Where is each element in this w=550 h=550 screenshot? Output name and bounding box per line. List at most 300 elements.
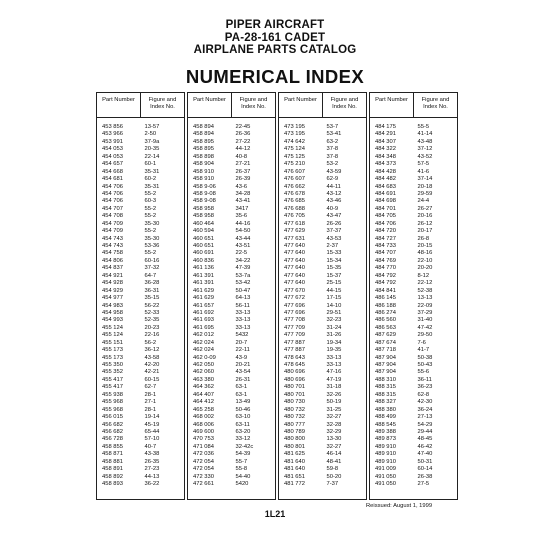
table-row <box>188 243 275 250</box>
part-number: 477 640 <box>284 272 305 279</box>
index-table <box>96 92 458 500</box>
part-number: 461 692 <box>193 309 214 316</box>
table-row <box>370 191 457 198</box>
part-number: 455 124 <box>102 332 123 339</box>
table-row <box>279 124 366 131</box>
part-number: 488 315 <box>375 384 396 391</box>
table-row <box>188 481 275 488</box>
table-row <box>188 451 275 458</box>
part-number: 484 291 <box>375 131 396 138</box>
figure-index: 55-6 <box>417 369 430 376</box>
part-number: 458 958 <box>193 205 214 212</box>
part-number: 463 380 <box>193 376 214 383</box>
part-number: 458 904 <box>193 161 214 168</box>
figure-index: 27-5 <box>417 481 430 487</box>
figure-index: 26-26 <box>326 220 342 227</box>
table-row <box>97 213 184 220</box>
table-row <box>370 184 457 191</box>
part-number: 454 053 <box>102 153 123 160</box>
table-row <box>370 146 457 153</box>
column-header <box>97 93 184 118</box>
table-row <box>370 243 457 250</box>
figure-index: 32-42c <box>235 443 254 450</box>
part-number: 455 151 <box>102 339 123 346</box>
figure-index: 46-42 <box>417 443 433 450</box>
table-row <box>370 288 457 295</box>
part-number: 484 727 <box>375 235 396 242</box>
figure-index: 20-23 <box>144 324 160 331</box>
table-row <box>279 392 366 399</box>
figure-index: 19-14 <box>144 414 160 421</box>
table-row <box>188 206 275 213</box>
part-number: 480 730 <box>284 399 305 406</box>
part-number: 478 643 <box>284 354 305 361</box>
part-number: 477 640 <box>284 243 305 249</box>
part-number: 460 691 <box>193 250 214 257</box>
table-row <box>97 295 184 302</box>
figure-index: 20-15 <box>417 243 433 249</box>
part-number: 476 688 <box>284 205 305 212</box>
table-row <box>97 451 184 458</box>
figure-index: 25-15 <box>326 280 342 287</box>
figure-index: 43-48 <box>417 138 433 145</box>
table-row <box>188 429 275 436</box>
table-row <box>279 184 366 191</box>
table-row <box>188 273 275 280</box>
part-number: 456 682 <box>102 428 123 435</box>
figure-index: 43-38 <box>144 451 160 458</box>
table-row <box>370 444 457 451</box>
table-row <box>370 124 457 131</box>
index-column <box>187 92 276 500</box>
figure-index: 19-35 <box>326 347 342 354</box>
table-row <box>188 377 275 384</box>
part-number: 462 050 <box>193 362 214 368</box>
figure-index: 60-14 <box>417 466 433 473</box>
table-row <box>370 429 457 436</box>
part-number: 460 464 <box>193 220 214 227</box>
part-number: 473 195 <box>284 131 305 138</box>
table-row <box>279 384 366 391</box>
figure-index: 2-50 <box>144 131 157 138</box>
part-number: 455 352 <box>102 369 123 376</box>
figure-index: 36-24 <box>417 406 433 413</box>
figure-index: 44-16 <box>235 220 251 227</box>
table-row <box>97 161 184 168</box>
figure-index: 33-13 <box>235 317 251 324</box>
figure-index: 43-6 <box>235 183 248 190</box>
figure-index: 32-23 <box>326 317 342 324</box>
part-number: 454 657 <box>102 161 123 168</box>
figure-index: 36-28 <box>144 280 160 287</box>
table-row <box>97 250 184 257</box>
table-row <box>97 280 184 287</box>
figure-index: 55-2 <box>144 250 157 257</box>
part-number: 458 958 <box>193 213 214 220</box>
figure-index: 40-8 <box>235 153 248 160</box>
part-number: 489 910 <box>375 443 396 450</box>
table-row <box>97 258 184 265</box>
part-number: 458 891 <box>102 466 123 473</box>
figure-index: 56-11 <box>235 302 250 309</box>
figure-index: 22-14 <box>144 153 160 160</box>
table-row <box>370 310 457 317</box>
part-number: 455 968 <box>102 406 123 413</box>
table-row <box>279 295 366 302</box>
figure-index: 53-36 <box>144 243 160 249</box>
table-row <box>188 414 275 421</box>
table-row <box>370 169 457 176</box>
table-row <box>97 243 184 250</box>
part-number: 484 348 <box>375 153 396 160</box>
part-number: 489 873 <box>375 436 396 443</box>
part-number: 454 806 <box>102 257 123 264</box>
part-number: 456 728 <box>102 436 123 443</box>
table-row <box>188 422 275 429</box>
table-row <box>97 206 184 213</box>
table-row <box>97 340 184 347</box>
figure-index: 27-22 <box>235 138 251 145</box>
table-row <box>370 295 457 302</box>
part-number: 458 893 <box>102 481 123 487</box>
figure-index-header: Figure and Index No. <box>330 97 359 110</box>
figure-index: 20-20 <box>417 265 433 272</box>
part-number: 488 315 <box>375 391 396 398</box>
table-row <box>279 399 366 406</box>
part-number: 484 792 <box>375 272 396 279</box>
part-number: 477 629 <box>284 228 305 235</box>
part-number: 460 594 <box>193 228 214 235</box>
figure-index: 33-13 <box>326 362 342 368</box>
table-row <box>370 362 457 369</box>
part-number: 454 743 <box>102 243 123 249</box>
table-row <box>188 295 275 302</box>
figure-index: 32-26 <box>326 391 342 398</box>
figure-index: 20-18 <box>417 183 433 190</box>
figure-index: 40-7 <box>144 443 157 450</box>
table-row <box>97 124 184 131</box>
part-number: 454 758 <box>102 250 123 257</box>
figure-index: 46-14 <box>326 451 342 458</box>
table-row <box>188 332 275 339</box>
figure-index-header: Figure and Index No. <box>239 97 268 110</box>
table-row <box>188 191 275 198</box>
part-number: 480 732 <box>284 414 305 421</box>
table-row <box>97 228 184 235</box>
part-number: 480 789 <box>284 428 305 435</box>
part-number: 478 645 <box>284 362 305 368</box>
figure-index: 53-2 <box>326 161 339 168</box>
table-row <box>279 459 366 466</box>
table-row <box>97 131 184 138</box>
table-row <box>370 273 457 280</box>
table-row <box>370 340 457 347</box>
table-row <box>97 310 184 317</box>
table-row <box>279 481 366 488</box>
table-row <box>279 466 366 473</box>
table-row <box>370 384 457 391</box>
figure-index: 26-27 <box>417 205 433 212</box>
part-number: 484 428 <box>375 168 396 175</box>
figure-index: 50-47 <box>235 287 251 294</box>
part-number: 476 678 <box>284 190 305 197</box>
part-number: 476 607 <box>284 176 305 183</box>
table-row <box>188 347 275 354</box>
part-number: 484 701 <box>375 205 396 212</box>
figure-index: 56-22 <box>144 302 160 309</box>
table-row <box>279 325 366 332</box>
figure-index: 17-15 <box>326 295 342 302</box>
figure-index-header: Figure and Index No. <box>421 97 450 110</box>
figure-index: 47-16 <box>326 369 342 376</box>
table-row <box>279 429 366 436</box>
table-row <box>279 414 366 421</box>
part-number: 477 640 <box>284 280 305 287</box>
part-number: 462 024 <box>193 339 214 346</box>
part-number: 458 9-08 <box>193 198 216 205</box>
part-number: 481 772 <box>284 481 305 487</box>
table-row <box>370 206 457 213</box>
page-number: 1L21 <box>264 509 286 519</box>
figure-index: 31-24 <box>326 324 342 331</box>
figure-index: 26-37 <box>235 168 251 175</box>
table-row <box>188 250 275 257</box>
part-number: 484 307 <box>375 138 396 145</box>
figure-index: 22-12 <box>417 280 433 287</box>
table-row <box>370 369 457 376</box>
figure-index: 20-17 <box>417 228 433 235</box>
part-number: 458 892 <box>102 473 123 480</box>
figure-index: 48-16 <box>417 250 433 257</box>
part-number: 491 050 <box>375 481 396 487</box>
figure-index: 15-35 <box>326 265 342 272</box>
figure-index: 45-19 <box>144 421 160 428</box>
table-row <box>97 355 184 362</box>
table-row <box>188 236 275 243</box>
part-number: 489 910 <box>375 451 396 458</box>
part-number: 476 685 <box>284 198 305 205</box>
part-number: 455 124 <box>102 324 123 331</box>
part-number: 473 195 <box>284 124 305 130</box>
table-row <box>97 429 184 436</box>
column-header <box>370 93 457 118</box>
figure-index: 35-31 <box>144 183 160 190</box>
header-model: PA-28-161 CADET <box>224 31 326 44</box>
table-row <box>97 399 184 406</box>
figure-index: 36-22 <box>144 481 160 487</box>
figure-index: 7-37 <box>326 481 339 487</box>
part-number: 486 188 <box>375 302 396 309</box>
table-row <box>370 466 457 473</box>
figure-index: 26-38 <box>417 473 433 480</box>
part-number: 460 836 <box>193 257 214 264</box>
figure-index: 35-6 <box>235 213 248 220</box>
part-number: 454 928 <box>102 280 123 287</box>
figure-index: 42-20 <box>144 362 160 368</box>
figure-index: 5432 <box>235 332 249 339</box>
part-number: 454 837 <box>102 265 123 272</box>
figure-index: 42-30 <box>417 399 433 406</box>
figure-index: 20-35 <box>144 146 160 153</box>
part-number: 488 327 <box>375 399 396 406</box>
figure-index: 35-31 <box>144 168 160 175</box>
part-number: 475 124 <box>284 146 305 153</box>
part-number: 456 682 <box>102 421 123 428</box>
table-row <box>97 474 184 481</box>
part-number: 458 894 <box>193 131 214 138</box>
table-row <box>97 184 184 191</box>
part-number: 458 895 <box>193 138 214 145</box>
figure-index: 47-40 <box>417 451 433 458</box>
figure-index: 35-30 <box>144 235 160 242</box>
part-number: 486 560 <box>375 317 396 324</box>
index-column <box>369 92 458 500</box>
part-number: 472 054 <box>193 458 214 465</box>
figure-index: 36-23 <box>417 384 433 391</box>
index-column <box>278 92 367 500</box>
part-number: 480 801 <box>284 443 305 450</box>
table-row <box>188 176 275 183</box>
figure-index: 5420 <box>235 481 249 487</box>
table-row <box>370 198 457 205</box>
part-number: 487 718 <box>375 347 396 354</box>
part-number: 454 681 <box>102 176 123 183</box>
part-number: 460 651 <box>193 235 214 242</box>
figure-index: 15-37 <box>326 272 342 279</box>
part-number: 469 600 <box>193 428 214 435</box>
part-number: 454 743 <box>102 235 123 242</box>
part-number: 477 672 <box>284 295 305 302</box>
part-number: 454 053 <box>102 146 123 153</box>
figure-index: 15-33 <box>326 250 342 257</box>
table-row <box>279 369 366 376</box>
table-row <box>97 191 184 198</box>
table-row <box>279 288 366 295</box>
part-number: 471 084 <box>193 443 214 450</box>
part-number: 491 050 <box>375 473 396 480</box>
figure-index: 35-30 <box>144 220 160 227</box>
table-row <box>370 325 457 332</box>
part-number: 477 640 <box>284 250 305 257</box>
part-number: 489 388 <box>375 428 396 435</box>
part-number: 484 706 <box>375 220 396 227</box>
table-row <box>188 288 275 295</box>
part-number: 454 707 <box>102 205 123 212</box>
figure-index: 52-33 <box>144 309 160 316</box>
table-row <box>279 198 366 205</box>
part-number: 454 983 <box>102 302 123 309</box>
table-row <box>97 414 184 421</box>
table-row <box>97 176 184 183</box>
figure-index: 27-21 <box>235 161 251 168</box>
part-number: 484 691 <box>375 190 396 197</box>
table-row <box>97 325 184 332</box>
part-number: 458 895 <box>193 146 214 153</box>
part-number: 455 968 <box>102 399 123 406</box>
table-row <box>188 139 275 146</box>
table-row <box>188 407 275 414</box>
table-row <box>370 422 457 429</box>
figure-index: 53-7a <box>235 272 251 279</box>
table-row <box>279 436 366 443</box>
table-row <box>279 474 366 481</box>
figure-index: 29-59 <box>417 190 433 197</box>
table-row <box>188 265 275 272</box>
table-row <box>97 481 184 488</box>
table-row <box>188 369 275 376</box>
part-number-header: Part Number <box>188 93 232 117</box>
figure-index: 33-13 <box>235 309 251 316</box>
figure-index: 31-18 <box>326 384 342 391</box>
table-row <box>279 444 366 451</box>
table-row <box>279 243 366 250</box>
table-row <box>188 436 275 443</box>
part-number: 470 753 <box>193 436 214 443</box>
table-row <box>279 362 366 369</box>
table-row <box>97 169 184 176</box>
figure-index: 50-46 <box>235 406 251 413</box>
table-row <box>370 481 457 488</box>
figure-index: 22-11 <box>235 347 250 354</box>
part-number: 488 499 <box>375 414 396 421</box>
figure-index: 64-13 <box>235 295 251 302</box>
table-row <box>188 258 275 265</box>
part-number: 453 966 <box>102 131 123 138</box>
part-number: 484 683 <box>375 183 396 190</box>
figure-index: 44-12 <box>235 146 251 153</box>
table-row <box>97 221 184 228</box>
figure-index: 50-31 <box>417 458 433 465</box>
table-row <box>97 466 184 473</box>
part-number: 458 9-08 <box>193 190 216 197</box>
table-row <box>188 184 275 191</box>
figure-index: 47-42 <box>417 324 433 331</box>
part-number: 458 910 <box>193 176 214 183</box>
part-number: 454 929 <box>102 287 123 294</box>
part-number: 481 651 <box>284 473 305 480</box>
catalog-header <box>0 19 550 57</box>
figure-index: 54-39 <box>235 451 251 458</box>
figure-index: 56-2 <box>144 339 157 346</box>
table-row <box>279 317 366 324</box>
table-row <box>188 213 275 220</box>
part-number: 477 708 <box>284 317 305 324</box>
figure-index: 64-7 <box>144 272 157 279</box>
table-row <box>370 317 457 324</box>
table-row <box>279 250 366 257</box>
part-number: 454 706 <box>102 198 123 205</box>
figure-index: 60-1 <box>144 161 157 168</box>
figure-index: 37-12 <box>417 146 433 153</box>
figure-index: 14-10 <box>326 302 342 309</box>
part-number: 480 701 <box>284 391 305 398</box>
table-row <box>97 317 184 324</box>
figure-index: 37-8 <box>326 153 339 160</box>
part-number: 484 698 <box>375 198 396 205</box>
figure-index: 48-41 <box>326 458 342 465</box>
table-row <box>279 131 366 138</box>
part-number-header: Part Number <box>97 93 141 117</box>
table-row <box>97 146 184 153</box>
table-row <box>188 459 275 466</box>
table-row <box>370 176 457 183</box>
table-row <box>97 444 184 451</box>
figure-index: 27-23 <box>144 466 160 473</box>
table-row <box>279 280 366 287</box>
figure-index: 7-6 <box>417 339 426 346</box>
figure-index: 63-1 <box>235 391 248 398</box>
table-row <box>188 362 275 369</box>
